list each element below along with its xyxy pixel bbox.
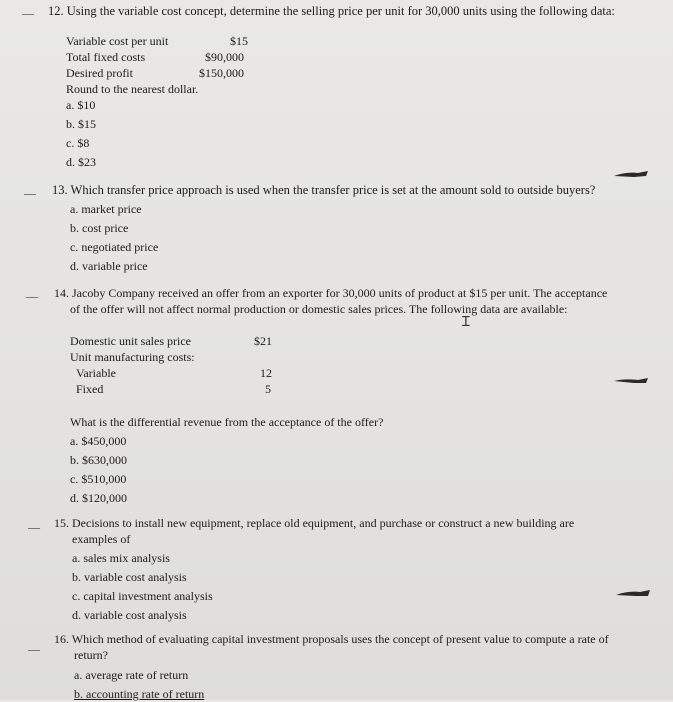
pen-mark [612,167,652,181]
option-c: c. $510,000 [70,472,127,486]
question-text-line1: 16. Which method of evaluating capital investment proposals uses the concept of present value to compute a rate of [54,632,609,646]
option-a: a. $450,000 [70,434,127,448]
option-b: b. accounting rate of return [74,687,205,701]
data-label: Domestic unit sales price [70,334,191,348]
option-b: b. cost price [70,221,129,235]
question-text-line2: examples of [72,532,131,546]
option-d: d. variable price [70,259,148,273]
data-value: $90,000 [205,50,244,64]
question-text-line2: return? [74,648,108,662]
option-c: c. negotiated price [70,240,159,254]
option-b: b. $15 [66,117,96,131]
data-note: Round to the nearest dollar. [66,82,199,96]
data-label: Fixed [76,382,104,396]
data-label: Desired profit [66,66,133,80]
data-value: $150,000 [199,66,244,80]
pen-mark [614,585,654,601]
data-value: 12 [260,366,272,380]
option-b: b. variable cost analysis [72,570,187,584]
option-d: d. variable cost analysis [72,608,187,622]
answer-blank: __ [28,516,40,530]
question-text-line1: 15. Decisions to install new equipment, replace old equipment, and purchase or construct a new building are [54,516,575,530]
data-value: $21 [254,334,272,348]
text-cursor-icon: Ɪ [462,314,470,330]
data-label: Variable [76,366,116,380]
answer-blank: __ [22,2,34,16]
option-a: a. market price [70,202,142,216]
data-label: Variable cost per unit [66,34,169,48]
option-d: d. $23 [66,155,96,169]
question-text: 12. Using the variable cost concept, determine the selling price per unit for 30,000 units using the following data: [48,4,615,18]
pen-mark [612,373,652,387]
question-text: 13. Which transfer price approach is used when the transfer price is set at the amount sold to outside buyers? [52,183,596,197]
question-text-line1: 14. Jacoby Company received an offer from an exporter for 30,000 units of product at $15 per unit. The acceptance [54,286,608,300]
data-value: $15 [230,34,248,48]
data-value: 5 [265,382,271,396]
option-a: a. $10 [66,98,96,112]
question-text-line2: of the offer will not affect normal production or domestic sales prices. The following data are available: [70,302,568,316]
subquestion-text: What is the differential revenue from the acceptance of the offer? [70,415,384,429]
answer-blank: __ [26,285,38,299]
option-d: d. $120,000 [70,491,127,505]
option-a: a. sales mix analysis [72,551,170,565]
data-label: Unit manufacturing costs: [70,350,195,364]
answer-blank: __ [28,638,40,652]
option-c: c. capital investment analysis [72,589,213,603]
option-b: b. $630,000 [70,453,127,467]
data-label: Total fixed costs [66,50,146,64]
option-a: a. average rate of return [74,668,189,682]
option-c: c. $8 [66,136,90,150]
answer-blank: __ [24,182,36,196]
